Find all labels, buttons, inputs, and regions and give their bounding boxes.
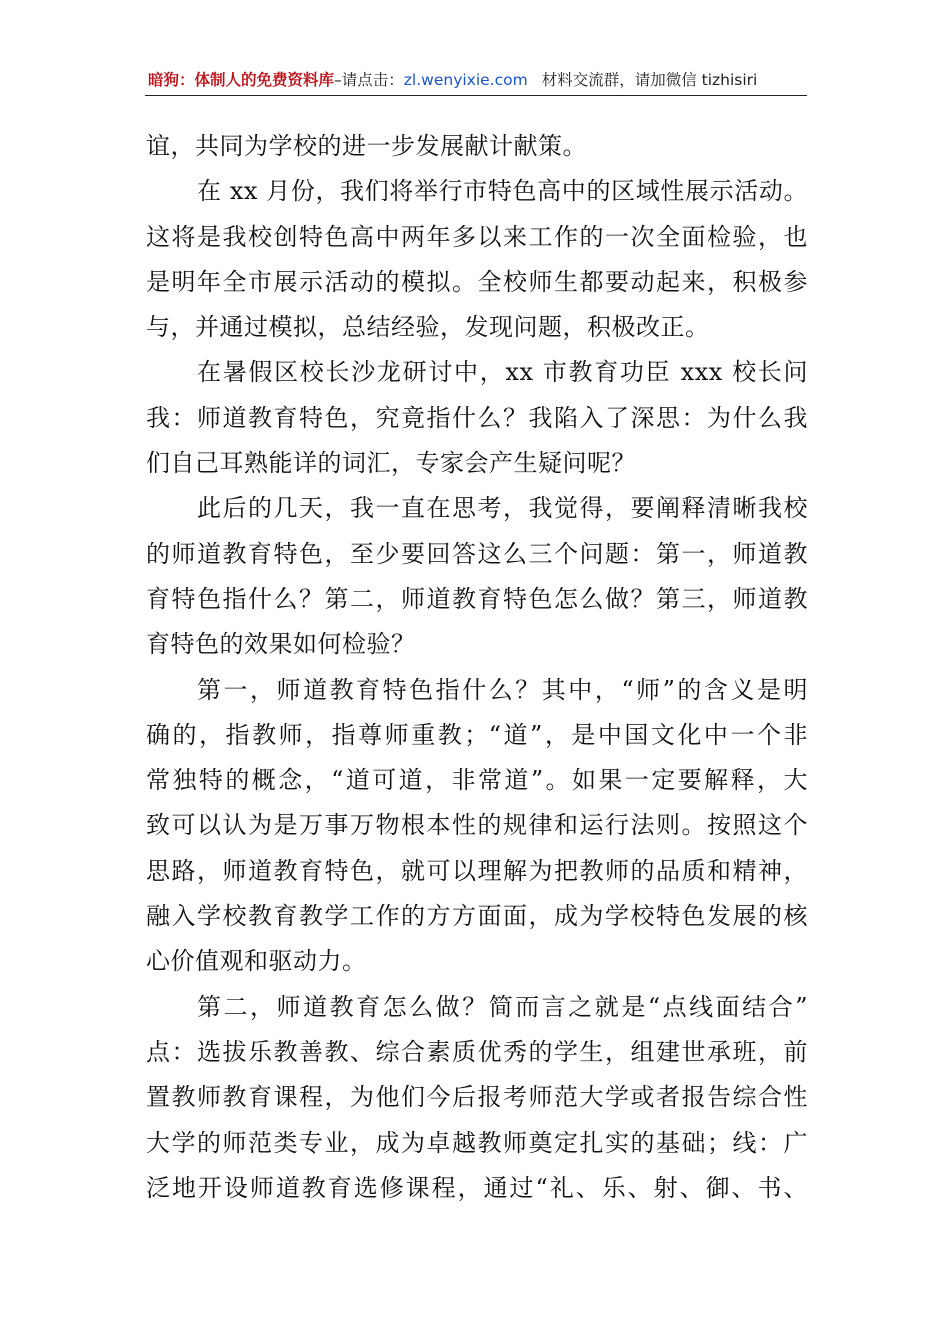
text-line: 们自己耳熟能详的词汇，专家会产生疑问呢？ xyxy=(146,449,636,478)
header-link[interactable]: zl.wenyixie.com xyxy=(403,71,528,89)
page-header xyxy=(148,66,804,94)
text-line: 这将是我校创特色高中两年多以来工作的一次全面检验，也 xyxy=(146,222,808,251)
text-line: 置教师教育课程，为他们今后报考师范大学或者报告综合性 xyxy=(146,1083,808,1112)
text-line: 思路，师道教育特色，就可以理解为把教师的品质和精神， xyxy=(146,856,808,885)
header-prompt: –请点击： xyxy=(334,71,404,89)
text-line: 在 xx 月份，我们将举行市特色高中的区域性展示活动。 xyxy=(197,177,808,206)
text-line: 第一，师道教育特色指什么？其中，“师”的含义是明 xyxy=(197,675,808,704)
header-group-note: 材料交流群，请加微信 tizhisiri xyxy=(541,71,758,89)
header-divider xyxy=(145,95,807,96)
text-line: 融入学校教育教学工作的方方面面，成为学校特色发展的核 xyxy=(146,902,808,931)
text-line: 育特色指什么？第二，师道教育特色怎么做？第三，师道教 xyxy=(146,584,808,613)
text-line: 大学的师范类专业，成为卓越教师奠定扎实的基础；线：广 xyxy=(146,1128,808,1157)
text-line: 心价值观和驱动力。 xyxy=(146,947,367,976)
text-line: 泛地开设师道教育选修课程，通过“礼、乐、射、御、书、 xyxy=(146,1173,808,1202)
text-line: 与，并通过模拟，总结经验，发现问题，积极改正。 xyxy=(146,313,710,342)
text-line: 育特色的效果如何检验？ xyxy=(146,630,416,659)
text-line: 致可以认为是万事万物根本性的规律和运行法则。按照这个 xyxy=(146,811,808,840)
text-line: 是明年全市展示活动的模拟。全校师生都要动起来，积极参 xyxy=(146,267,808,296)
header-brand: 暗狗：体制人的免费资料库 xyxy=(148,71,335,89)
text-line: 第二，师道教育怎么做？简而言之就是“点线面结合” xyxy=(197,992,808,1021)
text-line: 谊，共同为学校的进一步发展献计献策。 xyxy=(146,132,587,160)
text-line: 的师道教育特色，至少要回答这么三个问题：第一，师道教 xyxy=(146,539,808,568)
document-body xyxy=(146,124,808,1211)
text-line: 在暑假区校长沙龙研讨中，xx 市教育功臣 xxx 校长问 xyxy=(197,358,808,387)
text-line: 常独特的概念，“道可道，非常道”。如果一定要解释，大 xyxy=(146,766,808,795)
text-line: 点：选拔乐教善教、综合素质优秀的学生，组建世承班，前 xyxy=(146,1037,808,1066)
text-line: 我：师道教育特色，究竟指什么？我陷入了深思：为什么我 xyxy=(146,403,808,432)
text-line: 确的，指教师，指尊师重教；“道”，是中国文化中一个非 xyxy=(146,720,808,749)
text-line: 此后的几天，我一直在思考，我觉得，要阐释清晰我校 xyxy=(197,494,808,523)
